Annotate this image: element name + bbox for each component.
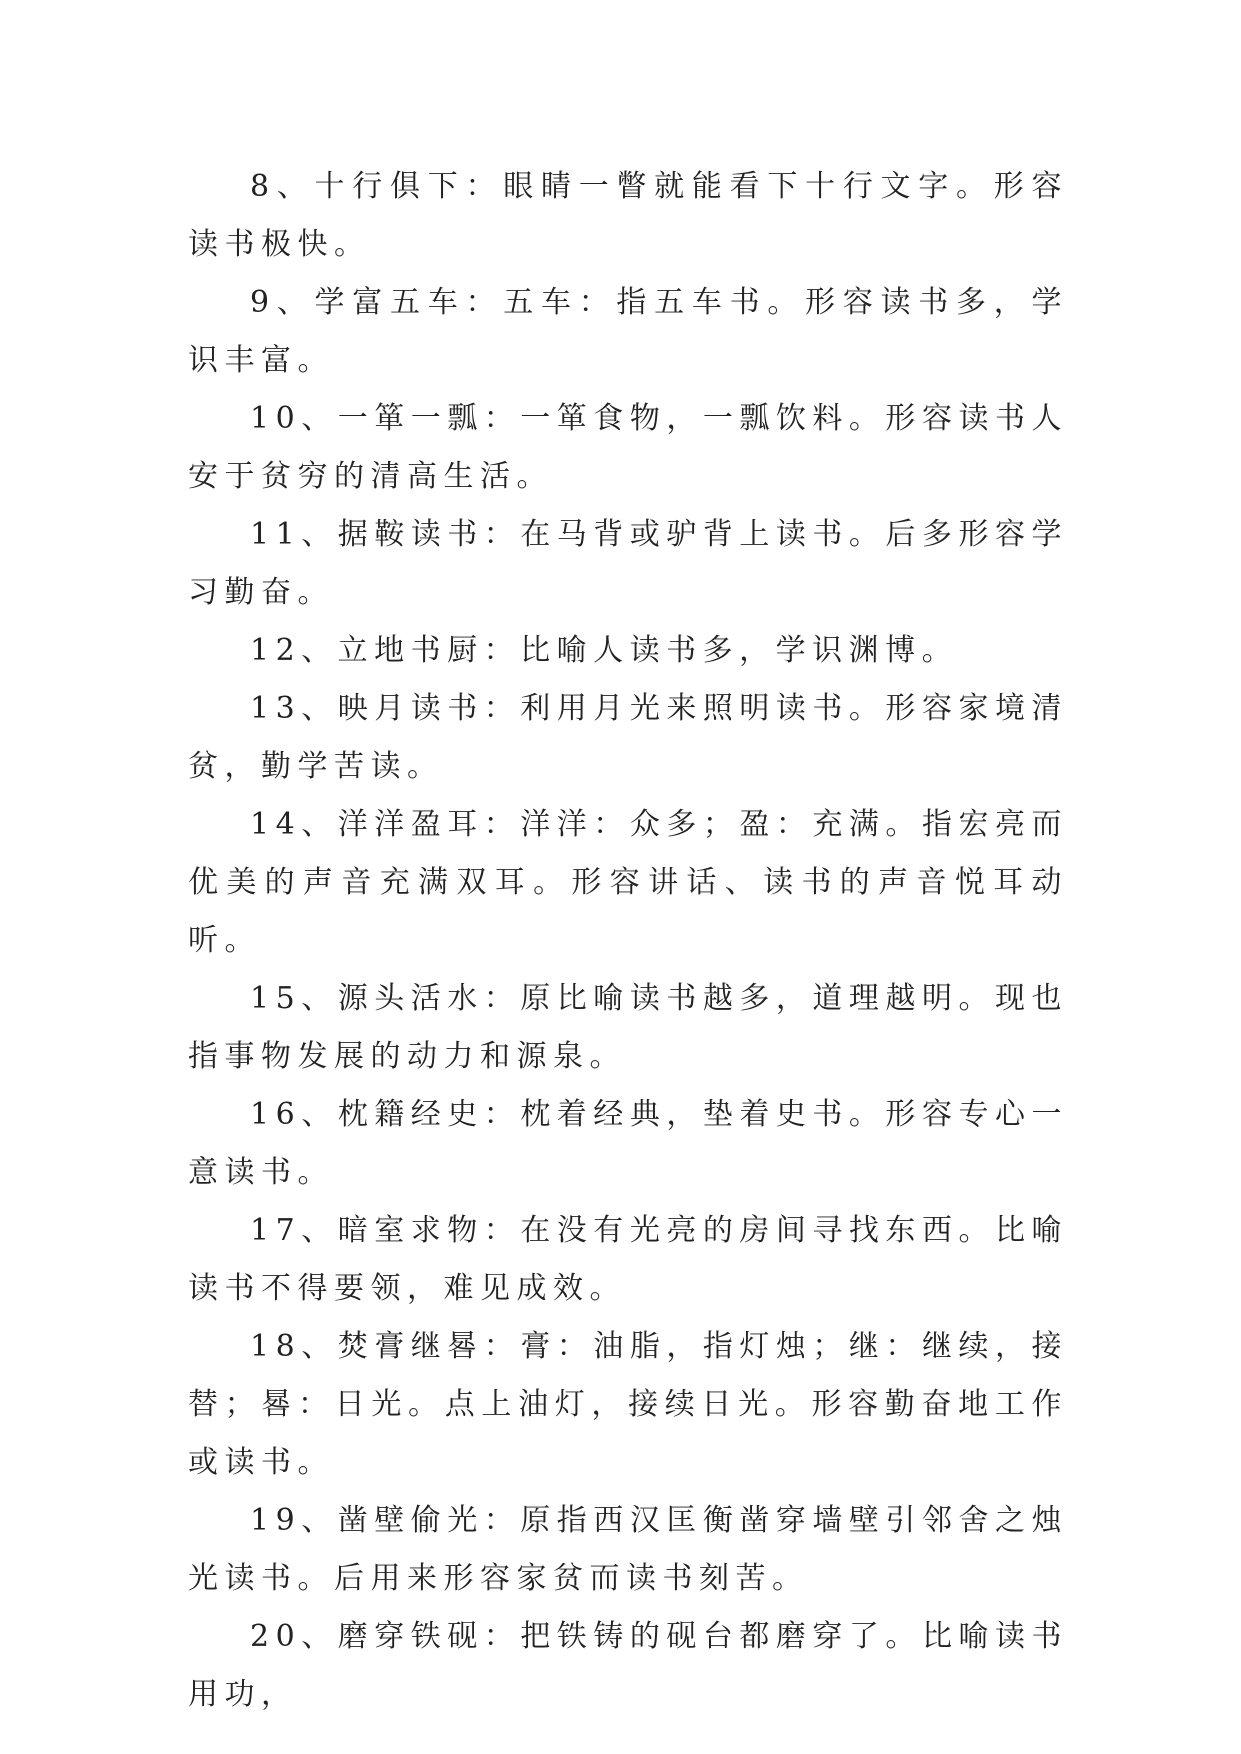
idiom-entry-9: 9、学富五车：五车：指五车书。形容读书多，学识丰富。 [188, 285, 1068, 378]
document-body [188, 158, 1068, 1724]
idiom-entry-17: 17、暗室求物：在没有光亮的房间寻找东西。比喻读书不得要领，难见成效。 [188, 1213, 1068, 1306]
idiom-entry-13: 13、映月读书：利用月光来照明读书。形容家境清贫，勤学苦读。 [188, 691, 1068, 784]
idiom-entry-15: 15、源头活水：原比喻读书越多，道理越明。现也指事物发展的动力和源泉。 [188, 981, 1068, 1074]
idiom-entry-20: 20、磨穿铁砚：把铁铸的砚台都磨穿了。比喻读书用功， [188, 1619, 1068, 1712]
idiom-entry-16: 16、枕籍经史：枕着经典，垫着史书。形容专心一意读书。 [188, 1097, 1068, 1190]
idiom-entry-18: 18、焚膏继晷：膏：油脂，指灯烛；继：继续，接替；晷：日光。点上油灯，接续日光。形容勤奋地工作或读书。 [188, 1329, 1068, 1480]
idiom-entry-10: 10、一箪一瓢：一箪食物，一瓢饮料。形容读书人安于贫穷的清高生活。 [188, 401, 1068, 494]
idiom-entry-14: 14、洋洋盈耳：洋洋：众多；盈：充满。指宏亮而优美的声音充满双耳。形容讲话、读书的声音悦耳动听。 [188, 807, 1068, 958]
idiom-entry-8: 8、十行俱下：眼睛一瞥就能看下十行文字。形容读书极快。 [188, 169, 1068, 262]
idiom-entry-12: 12、立地书厨：比喻人读书多，学识渊博。 [250, 633, 959, 668]
idiom-entry-19: 19、凿壁偷光：原指西汉匡衡凿穿墙壁引邻舍之烛光读书。后用来形容家贫而读书刻苦。 [188, 1503, 1068, 1596]
idiom-entry-11: 11、据鞍读书：在马背或驴背上读书。后多形容学习勤奋。 [188, 517, 1068, 610]
